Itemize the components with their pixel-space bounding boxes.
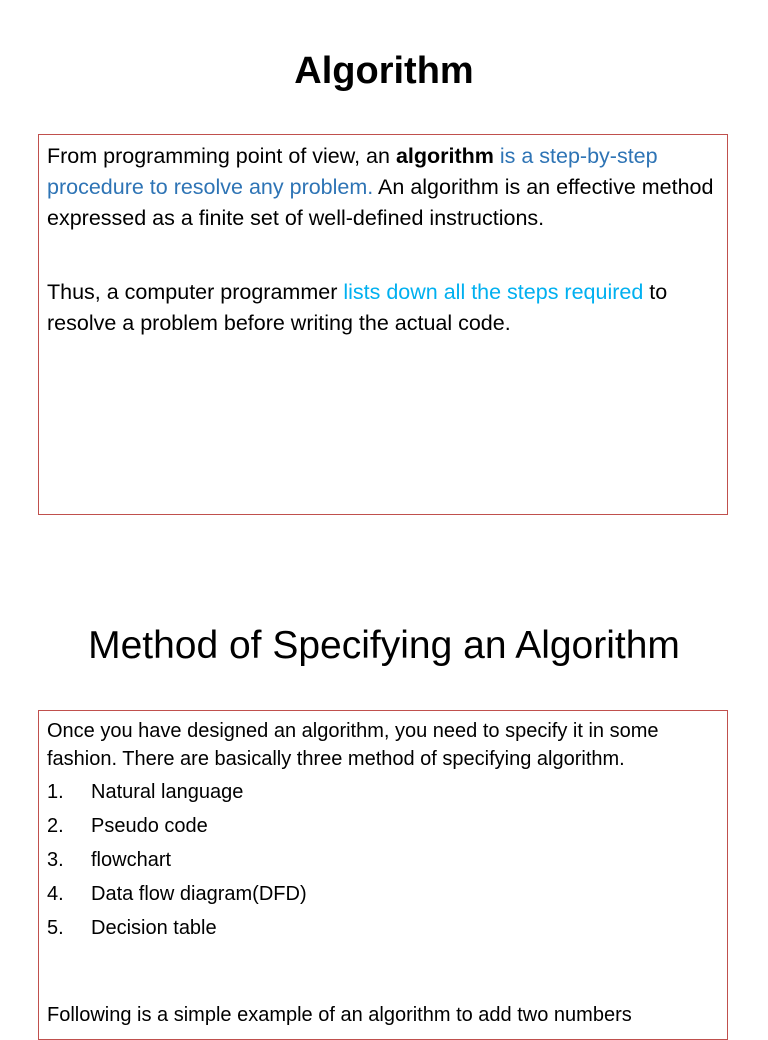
item-text: Data flow diagram(DFD) — [91, 883, 307, 905]
item-text: Natural language — [91, 781, 244, 803]
list-item — [47, 843, 719, 877]
slide-title-algorithm: Algorithm — [294, 50, 474, 92]
methods-box — [38, 710, 728, 1040]
list-item — [47, 809, 719, 843]
text: An algorithm is an effective method expressed as a finite set of well-defined instructions. — [47, 175, 714, 230]
text: to resolve a problem before writing the actual code. — [47, 280, 668, 335]
item-number: 1. — [47, 781, 64, 803]
footer-text: Following is a simple example of an algorithm to add two numbers — [47, 1004, 632, 1026]
list-item — [47, 775, 719, 809]
intro-paragraph: Once you have designed an algorithm, you need to specify it in some fashion. There are basically three method of specifying algorithm. — [47, 720, 659, 770]
item-text: flowchart — [91, 849, 172, 871]
item-text: Decision table — [91, 917, 217, 939]
bold-term: algorithm — [395, 144, 494, 168]
item-number: 2. — [47, 815, 64, 837]
text: Thus, a computer programmer — [47, 280, 344, 304]
definition-paragraph — [47, 141, 719, 234]
list-item — [47, 877, 719, 911]
item-number: 4. — [47, 883, 64, 905]
text: From programming point of view, an — [47, 144, 396, 168]
definition-box — [38, 134, 728, 515]
programmer-paragraph — [47, 277, 719, 339]
item-number: 3. — [47, 849, 64, 871]
item-text: Pseudo code — [91, 815, 208, 837]
methods-list — [47, 775, 719, 945]
slide-title-methods: Method of Specifying an Algorithm — [88, 624, 680, 667]
item-number: 5. — [47, 917, 64, 939]
highlight-text: is a step-by-step procedure to resolve any problem. — [47, 144, 658, 199]
list-item — [47, 911, 719, 945]
highlight-text: lists down all the steps required — [343, 280, 644, 304]
